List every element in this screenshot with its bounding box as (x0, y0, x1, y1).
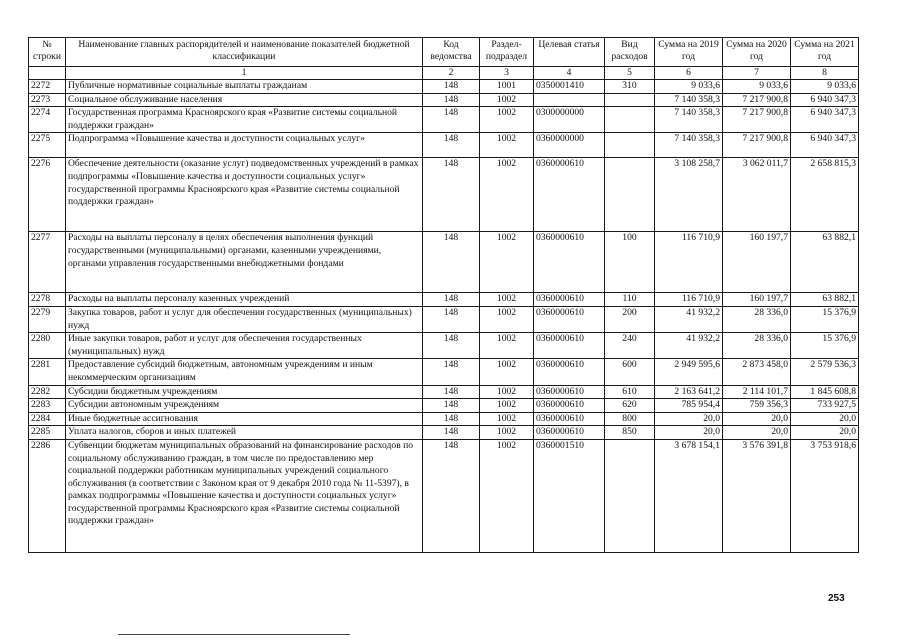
cell-target-article: 0360000610 (534, 426, 605, 440)
cell-target-article: 0360000610 (534, 412, 605, 426)
cell-sum-2019: 7 140 358,3 (655, 107, 723, 133)
budget-table (28, 37, 859, 553)
table-row (29, 359, 859, 385)
cell-section: 1002 (480, 412, 534, 426)
cell-sum-2021: 20,0 (791, 412, 859, 426)
header-name: Наименование главных распорядителей и наименование показателей бюджетной классификации (66, 38, 423, 67)
table-row (29, 399, 859, 413)
cell-sum-2019: 116 710,9 (655, 293, 723, 307)
cell-sum-2021: 733 927,5 (791, 399, 859, 413)
cell-sum-2020: 7 217 900,8 (723, 93, 791, 107)
cell-sum-2021: 15 376,9 (791, 306, 859, 332)
table-row (29, 293, 859, 307)
cell-name: Уплата налогов, сборов и иных платежей (66, 426, 423, 440)
column-number: 2 (423, 67, 480, 80)
table-row (29, 333, 859, 359)
cell-department-code: 148 (423, 359, 480, 385)
cell-section: 1002 (480, 426, 534, 440)
cell-department-code: 148 (423, 80, 480, 94)
cell-section: 1002 (480, 293, 534, 307)
cell-sum-2021: 15 376,9 (791, 333, 859, 359)
header-sum-2020: Сумма на 2020 год (723, 38, 791, 67)
cell-department-code: 148 (423, 333, 480, 359)
cell-target-article: 0360000610 (534, 232, 605, 293)
cell-sum-2021: 1 845 608,8 (791, 385, 859, 399)
cell-section: 1002 (480, 359, 534, 385)
cell-sum-2019: 20,0 (655, 426, 723, 440)
cell-name: Иные закупки товаров, работ и услуг для обеспечения государственных (муниципальных) нужд (66, 333, 423, 359)
cell-name: Публичные нормативные социальные выплаты гражданам (66, 80, 423, 94)
cell-expense-type (605, 107, 655, 133)
cell-name: Субсидии автономным учреждениям (66, 399, 423, 413)
table-row (29, 93, 859, 107)
header-section: Раздел-подраздел (480, 38, 534, 67)
cell-expense-type: 600 (605, 359, 655, 385)
cell-department-code: 148 (423, 93, 480, 107)
cell-sum-2020: 3 062 011,7 (723, 158, 791, 232)
column-number: 4 (534, 67, 605, 80)
table-row (29, 158, 859, 232)
cell-expense-type: 610 (605, 385, 655, 399)
table-row (29, 412, 859, 426)
cell-name: Иные бюджетные ассигнования (66, 412, 423, 426)
table-header-row (29, 38, 859, 67)
header-row-number: № строки (29, 38, 66, 67)
table-row (29, 426, 859, 440)
table-body (29, 80, 859, 553)
column-number: 8 (791, 67, 859, 80)
cell-sum-2021: 20,0 (791, 426, 859, 440)
cell-name: Предоставление субсидий бюджетным, автономным учреждениям и иным некоммерческим организациям (66, 359, 423, 385)
cell-department-code: 148 (423, 306, 480, 332)
header-department-code: Код ведомства (423, 38, 480, 67)
cell-sum-2019: 7 140 358,3 (655, 93, 723, 107)
cell-expense-type (605, 93, 655, 107)
cell-target-article: 0360001510 (534, 439, 605, 552)
page-number: 253 (828, 593, 845, 604)
cell-section: 1002 (480, 333, 534, 359)
column-number: 5 (605, 67, 655, 80)
column-number-row (29, 67, 859, 80)
column-number (29, 67, 66, 80)
cell-sum-2021: 3 753 918,6 (791, 439, 859, 552)
cell-target-article: 0300000000 (534, 107, 605, 133)
cell-sum-2020: 28 336,0 (723, 333, 791, 359)
cell-expense-type: 310 (605, 80, 655, 94)
cell-department-code: 148 (423, 399, 480, 413)
cell-section: 1002 (480, 439, 534, 552)
cell-sum-2019: 41 932,2 (655, 306, 723, 332)
cell-row-number: 2275 (29, 133, 66, 158)
cell-target-article: 0360000000 (534, 133, 605, 158)
cell-sum-2021: 6 940 347,3 (791, 93, 859, 107)
cell-section: 1002 (480, 232, 534, 293)
cell-expense-type: 240 (605, 333, 655, 359)
table-row (29, 232, 859, 293)
table-row (29, 107, 859, 133)
cell-row-number: 2273 (29, 93, 66, 107)
cell-target-article: 0360000610 (534, 158, 605, 232)
cell-row-number: 2285 (29, 426, 66, 440)
cell-department-code: 148 (423, 293, 480, 307)
table-row (29, 385, 859, 399)
cell-department-code: 148 (423, 133, 480, 158)
cell-name: Закупка товаров, работ и услуг для обеспечения государственных (муниципальных) нужд (66, 306, 423, 332)
cell-sum-2021: 2 658 815,3 (791, 158, 859, 232)
cell-sum-2020: 28 336,0 (723, 306, 791, 332)
cell-section: 1002 (480, 399, 534, 413)
cell-department-code: 148 (423, 158, 480, 232)
cell-section: 1002 (480, 385, 534, 399)
cell-expense-type: 200 (605, 306, 655, 332)
header-target-article: Целевая статья (534, 38, 605, 67)
cell-target-article: 0360000610 (534, 293, 605, 307)
cell-expense-type: 620 (605, 399, 655, 413)
cell-sum-2021: 2 579 536,3 (791, 359, 859, 385)
table-row (29, 133, 859, 158)
cell-sum-2020: 7 217 900,8 (723, 133, 791, 158)
cell-sum-2019: 116 710,9 (655, 232, 723, 293)
cell-row-number: 2276 (29, 158, 66, 232)
cell-department-code: 148 (423, 412, 480, 426)
cell-row-number: 2284 (29, 412, 66, 426)
cell-row-number: 2282 (29, 385, 66, 399)
cell-name: Социальное обслуживание населения (66, 93, 423, 107)
cell-sum-2019: 785 954,4 (655, 399, 723, 413)
cell-expense-type: 850 (605, 426, 655, 440)
cell-sum-2021: 6 940 347,3 (791, 107, 859, 133)
cell-target-article: 0360000610 (534, 399, 605, 413)
cell-section: 1002 (480, 107, 534, 133)
cell-sum-2021: 6 940 347,3 (791, 133, 859, 158)
cell-sum-2019: 3 108 258,7 (655, 158, 723, 232)
cell-name: Субсидии бюджетным учреждениям (66, 385, 423, 399)
cell-sum-2019: 41 932,2 (655, 333, 723, 359)
cell-row-number: 2286 (29, 439, 66, 552)
cell-section: 1001 (480, 80, 534, 94)
cell-sum-2021: 63 882,1 (791, 293, 859, 307)
cell-sum-2020: 160 197,7 (723, 232, 791, 293)
cell-sum-2020: 3 576 391,8 (723, 439, 791, 552)
cell-department-code: 148 (423, 232, 480, 293)
cell-row-number: 2272 (29, 80, 66, 94)
cell-expense-type (605, 158, 655, 232)
cell-sum-2020: 9 033,6 (723, 80, 791, 94)
cell-section: 1002 (480, 133, 534, 158)
cell-section: 1002 (480, 158, 534, 232)
cell-name: Расходы на выплаты персоналу в целях обеспечения выполнения функций государственными (муниципальными) органами, казенными учреждениями, органами управления государственными внебюджетными фондами (66, 232, 423, 293)
cell-department-code: 148 (423, 385, 480, 399)
cell-sum-2020: 2 114 101,7 (723, 385, 791, 399)
cell-section: 1002 (480, 93, 534, 107)
cell-target-article: 0360000610 (534, 385, 605, 399)
cell-expense-type: 800 (605, 412, 655, 426)
cell-row-number: 2281 (29, 359, 66, 385)
table-row (29, 439, 859, 552)
cell-sum-2020: 20,0 (723, 412, 791, 426)
cell-sum-2019: 20,0 (655, 412, 723, 426)
cell-sum-2020: 160 197,7 (723, 293, 791, 307)
cell-sum-2019: 2 163 641,2 (655, 385, 723, 399)
cell-row-number: 2279 (29, 306, 66, 332)
cell-sum-2020: 2 873 458,0 (723, 359, 791, 385)
footer-rule (118, 634, 350, 635)
cell-target-article (534, 93, 605, 107)
cell-department-code: 148 (423, 107, 480, 133)
cell-expense-type: 100 (605, 232, 655, 293)
cell-target-article: 0360000610 (534, 333, 605, 359)
cell-row-number: 2274 (29, 107, 66, 133)
cell-expense-type (605, 439, 655, 552)
cell-row-number: 2277 (29, 232, 66, 293)
cell-section: 1002 (480, 306, 534, 332)
cell-target-article: 0360000610 (534, 306, 605, 332)
column-number: 1 (66, 67, 423, 80)
cell-name: Государственная программа Красноярского края «Развитие системы социальной поддержки граждан» (66, 107, 423, 133)
cell-target-article: 0360000610 (534, 359, 605, 385)
cell-sum-2019: 7 140 358,3 (655, 133, 723, 158)
cell-row-number: 2280 (29, 333, 66, 359)
cell-sum-2019: 2 949 595,6 (655, 359, 723, 385)
column-number: 6 (655, 67, 723, 80)
cell-row-number: 2283 (29, 399, 66, 413)
cell-name: Обеспечение деятельности (оказание услуг) подведомственных учреждений в рамках подпрограммы «Повышение качества и доступности социальных услуг» государственной программы Красноярского края «Развитие системы социальной поддержки граждан» (66, 158, 423, 232)
column-number: 7 (723, 67, 791, 80)
header-sum-2021: Сумма на 2021 год (791, 38, 859, 67)
header-expense-type: Вид расходов (605, 38, 655, 67)
cell-name: Субвенции бюджетам муниципальных образований на финансирование расходов по социальному обслуживанию граждан, в том числе по предоставлению мер социальной поддержки работникам муниципальных учреждений социального обслуживания (в соответствии с Законом края от 9 декабря 2010 года № 11-5397), в рамках подпрограммы «Повышение качества и доступности социальных услуг» государственной программы Красноярского края «Развитие системы социальной поддержки граждан» (66, 439, 423, 552)
cell-row-number: 2278 (29, 293, 66, 307)
cell-department-code: 148 (423, 439, 480, 552)
cell-expense-type: 110 (605, 293, 655, 307)
header-sum-2019: Сумма на 2019 год (655, 38, 723, 67)
cell-sum-2020: 20,0 (723, 426, 791, 440)
cell-target-article: 0350001410 (534, 80, 605, 94)
cell-sum-2019: 9 033,6 (655, 80, 723, 94)
table-row (29, 306, 859, 332)
cell-sum-2020: 7 217 900,8 (723, 107, 791, 133)
table-row (29, 80, 859, 94)
cell-expense-type (605, 133, 655, 158)
cell-sum-2021: 63 882,1 (791, 232, 859, 293)
cell-sum-2021: 9 033,6 (791, 80, 859, 94)
cell-sum-2019: 3 678 154,1 (655, 439, 723, 552)
cell-department-code: 148 (423, 426, 480, 440)
column-number: 3 (480, 67, 534, 80)
cell-sum-2020: 759 356,3 (723, 399, 791, 413)
cell-name: Расходы на выплаты персоналу казенных учреждений (66, 293, 423, 307)
cell-name: Подпрограмма «Повышение качества и доступности социальных услуг» (66, 133, 423, 158)
